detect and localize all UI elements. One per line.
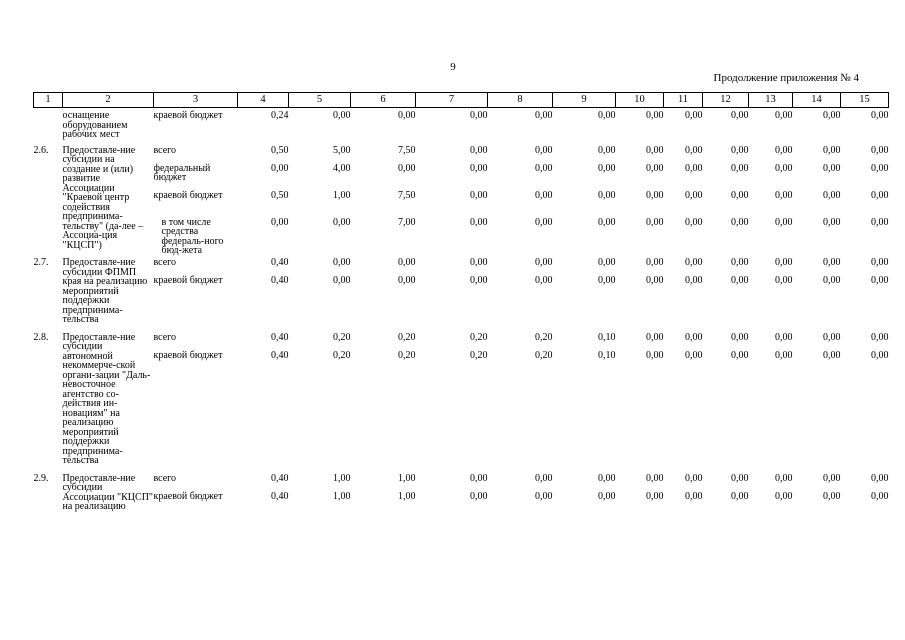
header-cell: 2 — [63, 93, 154, 108]
value-cell: 0,00 — [871, 275, 889, 286]
value-cell: 0,00 — [775, 349, 793, 361]
value-cell: 0,00 — [685, 331, 703, 343]
value-cell: 0,00 — [775, 472, 793, 484]
funding-source: всего — [153, 144, 177, 156]
header-cell: 7 — [416, 93, 488, 108]
item-description: Предоставле-ние субсидии ФПМП края на реализацию мероприятий поддержки предпринима-тельства — [62, 257, 148, 325]
value-cell: 0,00 — [685, 490, 703, 502]
item-number — [34, 108, 63, 146]
value-cell: 0,00 — [598, 490, 616, 502]
value-cell: 0,00 — [775, 162, 793, 174]
value-cell: 0,00 — [470, 189, 488, 201]
table-row — [34, 146, 889, 164]
value-cell: 0,00 — [398, 110, 416, 121]
table-row — [34, 258, 889, 276]
item-number: 2.9. — [33, 472, 49, 484]
value-cell: 0,00 — [333, 216, 351, 228]
value-cell: 0,00 — [823, 110, 841, 121]
value-cell: 0,00 — [871, 490, 889, 502]
value-cell: 0,00 — [871, 472, 889, 484]
value-cell: 0,00 — [871, 349, 889, 361]
value-cell: 0,40 — [271, 257, 289, 268]
funding-source: всего — [153, 472, 177, 484]
value-cell: 0,00 — [775, 189, 793, 201]
value-cell: 0,00 — [685, 349, 703, 361]
value-cell: 0,00 — [470, 490, 488, 502]
value-cell: 7,50 — [398, 144, 416, 156]
value-cell: 0,00 — [535, 216, 553, 228]
table-row — [34, 351, 889, 474]
funding-source: краевой бюджет — [153, 189, 223, 201]
header-cell: 11 — [664, 93, 703, 108]
value-cell: 1,00 — [398, 490, 416, 502]
value-cell: 0,00 — [823, 189, 841, 201]
value-cell: 0,00 — [685, 189, 703, 201]
value-cell: 0,00 — [775, 331, 793, 343]
header-row — [34, 93, 889, 108]
value-cell: 0,40 — [271, 490, 289, 502]
value-cell: 0,00 — [775, 144, 793, 156]
value-cell: 0,00 — [823, 162, 841, 174]
value-cell: 0,00 — [823, 490, 841, 502]
value-cell: 0,00 — [271, 162, 289, 174]
funding-source: федеральный бюджет — [153, 162, 211, 183]
value-cell: 0,50 — [271, 144, 289, 156]
value-cell: 0,00 — [598, 257, 616, 268]
funding-source: всего — [153, 257, 177, 268]
value-cell: 0,00 — [398, 275, 416, 286]
value-cell: 0,00 — [598, 472, 616, 484]
value-cell: 0,00 — [823, 349, 841, 361]
value-cell: 0,00 — [470, 257, 488, 268]
value-cell: 0,00 — [598, 189, 616, 201]
value-cell: 0,00 — [685, 110, 703, 121]
header-cell: 6 — [351, 93, 416, 108]
value-cell: 0,00 — [535, 110, 553, 121]
value-cell: 0,00 — [333, 257, 351, 268]
table-row — [34, 218, 889, 259]
value-cell: 0,00 — [646, 110, 664, 121]
value-cell: 0,00 — [775, 110, 793, 121]
value-cell: 0,00 — [871, 110, 889, 121]
value-cell: 0,00 — [598, 144, 616, 156]
value-cell: 0,00 — [871, 257, 889, 268]
value-cell: 0,00 — [470, 144, 488, 156]
value-cell: 0,00 — [470, 110, 488, 121]
value-cell: 0,24 — [271, 110, 289, 121]
value-cell: 0,40 — [271, 472, 289, 484]
value-cell: 0,20 — [333, 331, 351, 343]
value-cell: 0,50 — [271, 189, 289, 201]
table-row — [34, 492, 889, 512]
value-cell: 0,00 — [535, 490, 553, 502]
value-cell: 4,00 — [333, 162, 351, 174]
value-cell: 7,50 — [398, 189, 416, 201]
value-cell: 0,20 — [333, 349, 351, 361]
value-cell: 0,20 — [535, 349, 553, 361]
funding-source: в том числе средства федераль-ного бюд-жета — [161, 216, 224, 256]
value-cell: 0,00 — [646, 162, 664, 174]
value-cell: 0,00 — [535, 144, 553, 156]
value-cell: 0,20 — [470, 331, 488, 343]
value-cell: 0,00 — [731, 162, 749, 174]
item-description: Предоставле-ние субсидии Ассоциации "КЦСП" на реализацию — [62, 472, 153, 512]
value-cell: 0,00 — [646, 472, 664, 484]
value-cell: 0,00 — [731, 257, 749, 268]
page-number: 9 — [450, 61, 456, 73]
value-cell: 0,00 — [731, 144, 749, 156]
value-cell: 1,00 — [333, 472, 351, 484]
value-cell: 0,00 — [731, 349, 749, 361]
value-cell: 0,00 — [470, 162, 488, 174]
value-cell: 0,00 — [731, 110, 749, 121]
value-cell: 0,00 — [646, 490, 664, 502]
funding-source: краевой бюджет — [153, 275, 223, 286]
value-cell: 0,00 — [470, 472, 488, 484]
value-cell: 0,00 — [646, 189, 664, 201]
value-cell: 0,00 — [685, 275, 703, 286]
value-cell: 0,00 — [333, 275, 351, 286]
item-number: 2.7. — [33, 257, 49, 268]
header-cell: 12 — [703, 93, 749, 108]
value-cell: 0,00 — [535, 162, 553, 174]
value-cell: 0,00 — [398, 162, 416, 174]
table-row — [34, 333, 889, 351]
value-cell: 0,00 — [535, 472, 553, 484]
value-cell: 0,00 — [775, 216, 793, 228]
item-description: оснащение оборудованием рабочих мест — [62, 110, 128, 140]
value-cell: 0,40 — [271, 331, 289, 343]
value-cell: 1,00 — [333, 189, 351, 201]
value-cell: 0,00 — [871, 144, 889, 156]
table-row — [34, 108, 889, 146]
value-cell: 5,00 — [333, 144, 351, 156]
value-cell: 0,00 — [598, 275, 616, 286]
value-cell: 0,00 — [646, 144, 664, 156]
header-cell: 4 — [238, 93, 289, 108]
value-cell: 0,00 — [871, 216, 889, 228]
value-cell: 0,00 — [535, 257, 553, 268]
value-cell: 0,20 — [398, 349, 416, 361]
value-cell: 0,00 — [731, 472, 749, 484]
value-cell: 7,00 — [398, 216, 416, 228]
value-cell: 0,00 — [775, 490, 793, 502]
table-row — [34, 474, 889, 492]
value-cell: 0,00 — [685, 472, 703, 484]
header-cell: 8 — [488, 93, 553, 108]
value-cell: 0,00 — [823, 257, 841, 268]
value-cell: 0,00 — [646, 216, 664, 228]
value-cell: 0,00 — [731, 275, 749, 286]
value-cell: 0,00 — [823, 144, 841, 156]
value-cell: 0,40 — [271, 349, 289, 361]
funding-source: краевой бюджет — [153, 349, 223, 361]
value-cell: 0,00 — [823, 275, 841, 286]
value-cell: 0,00 — [731, 331, 749, 343]
value-cell: 0,00 — [535, 189, 553, 201]
value-cell: 0,00 — [271, 216, 289, 228]
value-cell: 0,00 — [731, 216, 749, 228]
header-cell: 9 — [553, 93, 616, 108]
value-cell: 0,40 — [271, 275, 289, 286]
value-cell: 0,00 — [470, 275, 488, 286]
value-cell: 0,00 — [775, 257, 793, 268]
table-row — [34, 191, 889, 218]
value-cell: 0,00 — [871, 331, 889, 343]
funding-source: краевой бюджет — [153, 110, 223, 121]
value-cell: 0,00 — [685, 257, 703, 268]
value-cell: 0,00 — [470, 216, 488, 228]
value-cell: 0,00 — [646, 349, 664, 361]
item-number: 2.6. — [33, 144, 49, 156]
header-cell: 1 — [34, 93, 63, 108]
value-cell: 0,00 — [871, 162, 889, 174]
value-cell: 0,20 — [470, 349, 488, 361]
funding-source: краевой бюджет — [153, 490, 223, 502]
value-cell: 0,00 — [598, 216, 616, 228]
header-cell: 15 — [841, 93, 889, 108]
funding-source: всего — [153, 331, 177, 343]
value-cell: 1,00 — [333, 490, 351, 502]
value-cell: 0,00 — [775, 275, 793, 286]
value-cell: 0,20 — [398, 331, 416, 343]
continuation-label: Продолжение приложения № 4 — [713, 72, 859, 84]
value-cell: 0,00 — [731, 490, 749, 502]
value-cell: 1,00 — [398, 472, 416, 484]
value-cell: 0,00 — [823, 216, 841, 228]
value-cell: 0,00 — [685, 162, 703, 174]
value-cell: 0,00 — [598, 162, 616, 174]
table-row — [34, 164, 889, 191]
header-cell: 10 — [616, 93, 664, 108]
item-number: 2.8. — [33, 331, 49, 343]
value-cell: 0,10 — [598, 331, 616, 343]
value-cell: 0,00 — [823, 331, 841, 343]
item-description: Предоставле-ние субсидии на создание и (или) развитие Ассоциации "Краевой центр содействия предпринима-тельству" (да-лее – Ассоциа-ция "КЦСП") — [62, 144, 144, 251]
value-cell: 0,00 — [598, 110, 616, 121]
item-description: Предоставле-ние субсидии автономной некоммерче-ской органи-зации "Даль-невосточное агентство со-действия ин-новациям" на реализацию мероприятий поддержки предпринима-тельства — [62, 331, 151, 466]
header-cell: 5 — [289, 93, 351, 108]
value-cell: 0,00 — [685, 144, 703, 156]
value-cell: 0,10 — [598, 349, 616, 361]
table-row — [34, 276, 889, 333]
value-cell: 0,00 — [333, 110, 351, 121]
appendix-table — [33, 92, 889, 512]
value-cell: 0,20 — [535, 331, 553, 343]
value-cell: 0,00 — [646, 275, 664, 286]
header-cell: 13 — [749, 93, 793, 108]
header-cell: 3 — [154, 93, 238, 108]
value-cell: 0,00 — [871, 189, 889, 201]
value-cell: 0,00 — [535, 275, 553, 286]
value-cell: 0,00 — [646, 257, 664, 268]
value-cell: 0,00 — [685, 216, 703, 228]
value-cell: 0,00 — [823, 472, 841, 484]
value-cell: 0,00 — [731, 189, 749, 201]
header-cell: 14 — [793, 93, 841, 108]
value-cell: 0,00 — [398, 257, 416, 268]
value-cell: 0,00 — [646, 331, 664, 343]
